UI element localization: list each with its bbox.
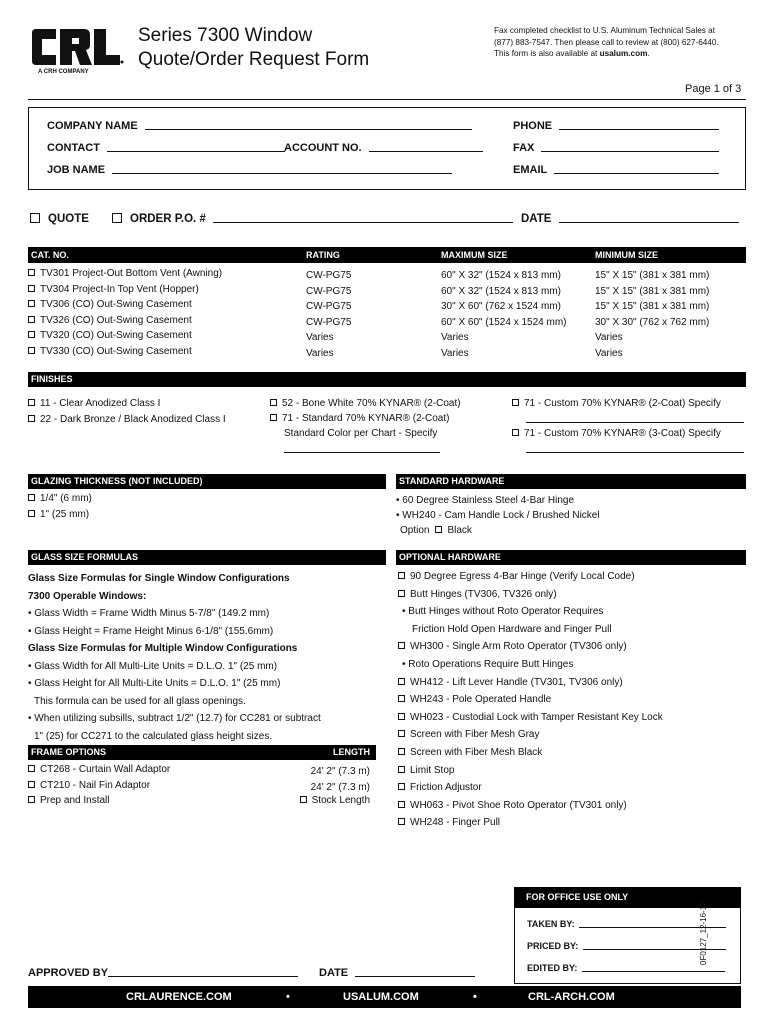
approval-date-label: DATE [319,967,349,979]
tv330-checkbox[interactable] [28,347,35,354]
company-name-label: COMPANY NAME [47,120,138,132]
footer-bar [28,986,741,1008]
quote-label: QUOTE [48,213,89,225]
wh248-checkbox[interactable] [398,818,405,825]
finish-22-checkbox[interactable] [28,415,35,422]
fax-note: Fax completed checklist to U.S. Aluminum Technical Sales at (877) 883-7547. Then please call to review at (800) 627-6440. This form is also available at usalum.com. [494,26,719,58]
standard-color-field[interactable] [284,442,440,453]
form-title-line2: Quote/Order Request Form [138,49,370,70]
tv304-checkbox[interactable] [28,285,35,292]
contact-label: CONTACT [47,142,100,154]
order-date-field[interactable] [559,212,739,223]
frame-options-header-bar [28,745,376,760]
glazing-one-inch-checkbox[interactable] [28,510,35,517]
wh243-checkbox[interactable] [398,695,405,702]
usalum-footer-link[interactable]: USALUM.COM [343,991,419,1003]
crl-arch-link[interactable]: CRL-ARCH.COM [528,991,615,1003]
taken-by-label: TAKEN BY: [527,919,575,929]
approved-by-field[interactable] [108,966,298,977]
wh023-checkbox[interactable] [398,713,405,720]
tv301-checkbox[interactable] [28,269,35,276]
standard-hardware-header-bar: STANDARD HARDWARE [396,474,746,489]
po-field[interactable] [213,212,513,223]
footer-bullet: • [286,991,290,1003]
stock-length-checkbox[interactable] [300,796,307,803]
footer-bullet: • [473,991,477,1003]
header-divider [28,99,746,100]
frame-options-title: FRAME OPTIONS [31,747,107,757]
glazing-header-bar: GLAZING THICKNESS (NOT INCLUDED) [28,474,386,489]
finish-52-checkbox[interactable] [270,399,277,406]
finishes-header-bar: FINISHES [28,372,746,387]
usalum-link[interactable]: usalum.com [599,49,648,58]
form-title [138,24,369,72]
date-label: DATE [521,213,552,225]
min-size-header: MINIMUM SIZE [595,250,658,260]
crl-logo [28,27,124,67]
glass-formulas-body: Glass Size Formulas for Single Window Configurations 7300 Operable Windows: • Glass Width = Frame Width Minus 5-7/8" (149.2 mm) • Glass Height = Frame Height Minus 6-1/8" (155.6mm) Glass Size Formulas for Multiple Window Configurations • Glass Width for All Multi-Lite Units = D.L.O. 1" (25 mm) • Glass Height for All Multi-Lite Units = D.L.O. 1" (25 mm) This formula can be used for all glass openings. • When utilizing subsills, subtract 1/2" (12.7) for CC281 or subtract 1" (25) for CC271 to the calculated glass height sizes. [28,573,321,742]
fax-label: FAX [513,142,535,154]
rating-header: RATING [306,250,340,260]
cat-no-header: CAT. NO. [31,250,69,260]
butt-hinges-checkbox[interactable] [398,590,405,597]
tv326-checkbox[interactable] [28,316,35,323]
tv306-checkbox[interactable] [28,300,35,307]
finish-71-standard-checkbox[interactable] [270,414,277,421]
approved-by-label: APPROVED BY [28,967,109,979]
limit-stop-checkbox[interactable] [398,766,405,773]
phone-field[interactable] [559,119,719,130]
form-code: 0F0127_12-16-19 [699,901,708,965]
phone-label: PHONE [513,120,553,132]
account-label: ACCOUNT NO. [284,142,362,154]
job-name-label: JOB NAME [47,164,106,176]
order-label: ORDER P.O. # [130,213,206,225]
finish-11-checkbox[interactable] [28,399,35,406]
ct268-checkbox[interactable] [28,765,35,772]
account-field[interactable] [369,141,483,152]
length-header: LENGTH [333,747,370,757]
finish-71-2coat-checkbox[interactable] [512,399,519,406]
optional-hardware-list: 90 Degree Egress 4-Bar Hinge (Verify Local Code) Butt Hinges (TV306, TV326 only) • Butt Hinges without Roto Operator Requires Friction Hold Open Hardware and Finger Pull WH300 - Single Arm Roto Operator (TV306 only) • Roto Operations Require Butt Hinges WH412 - Lift Lever Handle (TV301, TV306 only) WH243 - Pole Operated Handle WH023 - Custodial Lock with Tamper Resistant Key Lock Screen with Fiber Mesh Gray Screen with Fiber Mesh Black Limit Stop Friction Adjustor WH063 - Pivot Shoe Roto Operator (TV301 only) WH248 - Finger Pull [398,568,663,832]
catalog-row: TV320 (CO) Out-Swing Casement Varies Varies Varies [28,329,746,345]
catalog-row: TV326 (CO) Out-Swing Casement CW-PG75 60" X 60" (1524 x 1524 mm) 30" X 30" (762 x 762 mm) [28,314,746,330]
approval-date-field[interactable] [355,966,475,977]
wh063-checkbox[interactable] [398,801,405,808]
friction-adjustor-checkbox[interactable] [398,783,405,790]
catalog-rows [28,267,746,360]
glazing-quarter-checkbox[interactable] [28,494,35,501]
catalog-row: TV330 (CO) Out-Swing Casement Varies Varies Varies [28,345,746,361]
optional-hardware-header-bar: OPTIONAL HARDWARE [396,550,746,565]
tv320-checkbox[interactable] [28,331,35,338]
ct210-checkbox[interactable] [28,781,35,788]
custom-2coat-field[interactable] [526,412,744,423]
form-title-line1: Series 7300 Window [138,25,313,46]
screen-black-checkbox[interactable] [398,748,405,755]
office-use-header-bar: FOR OFFICE USE ONLY [514,887,741,908]
egress-hinge-checkbox[interactable] [398,572,405,579]
prep-install-checkbox[interactable] [28,796,35,803]
order-checkbox[interactable] [112,213,122,223]
catalog-row: TV306 (CO) Out-Swing Casement CW-PG75 30" X 60" (762 x 1524 mm) 15" X 15" (381 x 381 mm) [28,298,746,314]
job-name-field[interactable] [112,163,452,174]
company-name-field[interactable] [145,119,472,130]
finish-71-3coat-checkbox[interactable] [512,429,519,436]
company-tag: A CRH COMPANY [38,69,89,75]
max-size-header: MAXIMUM SIZE [441,250,508,260]
catalog-header-bar [28,247,746,263]
email-field[interactable] [554,163,719,174]
page-number: Page 1 of 3 [685,83,742,95]
crlaurence-link[interactable]: CRLAURENCE.COM [126,991,232,1003]
fax-field[interactable] [541,141,719,152]
contact-field[interactable] [107,141,285,152]
quote-checkbox[interactable] [30,213,40,223]
glass-formulas-header-bar: GLASS SIZE FORMULAS [28,550,386,565]
wh300-checkbox[interactable] [398,642,405,649]
email-label: EMAIL [513,164,548,176]
edited-by-label: EDITED BY: [527,963,578,973]
priced-by-label: PRICED BY: [527,941,579,951]
catalog-row: TV301 Project-Out Bottom Vent (Awning) CW-PG75 60" X 32" (1524 x 813 mm) 15" X 15" (381 x 381 mm) [28,267,746,283]
black-option-checkbox[interactable] [435,526,442,533]
catalog-row: TV304 Project-In Top Vent (Hopper) CW-PG75 60" X 32" (1524 x 813 mm) 15" X 15" (381 x 381 mm) [28,283,746,299]
wh412-checkbox[interactable] [398,678,405,685]
screen-gray-checkbox[interactable] [398,730,405,737]
custom-3coat-field[interactable] [526,442,744,453]
